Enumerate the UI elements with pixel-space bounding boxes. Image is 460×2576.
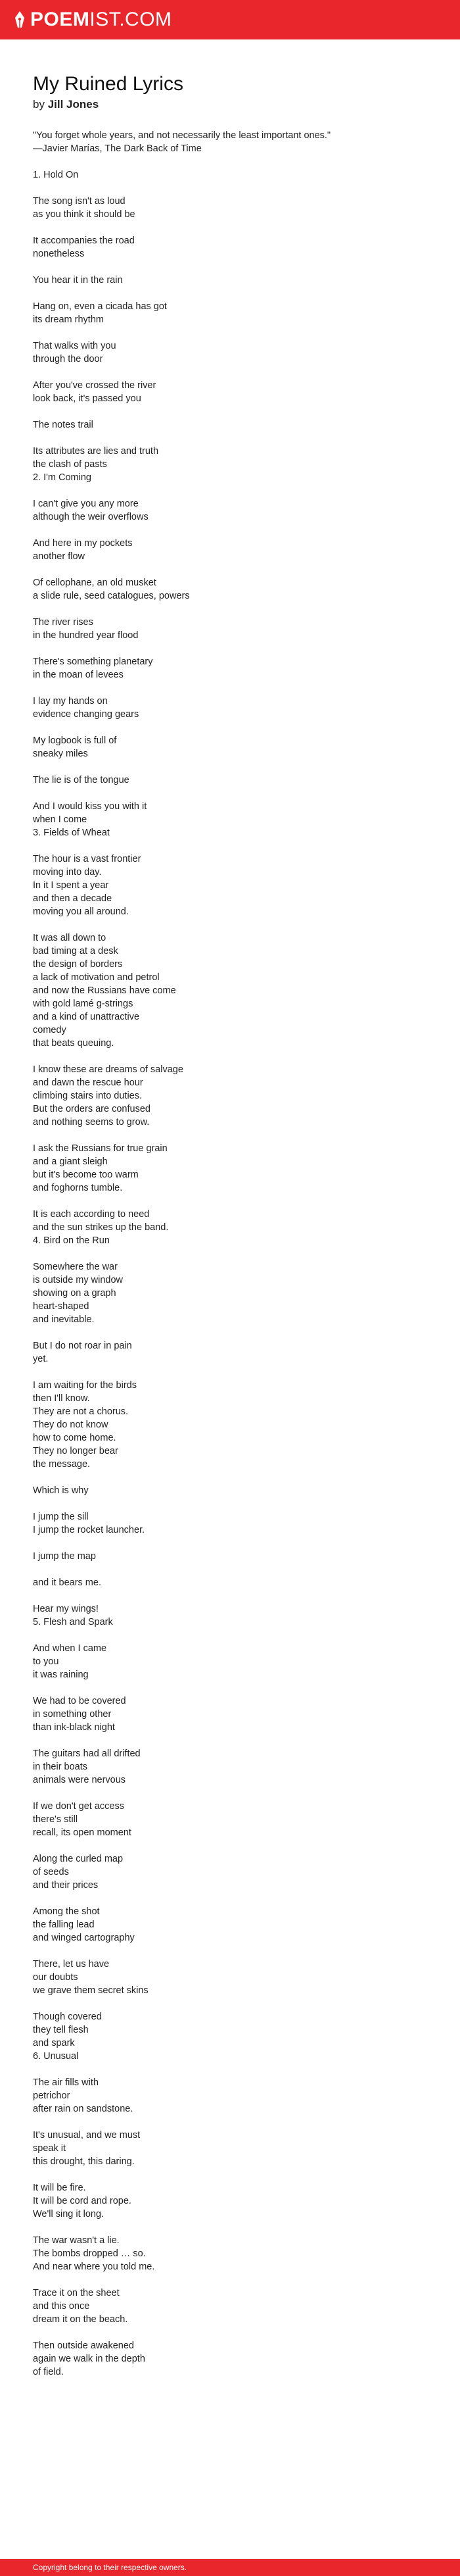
poem-line: of field. <box>33 2367 64 2377</box>
poem-line: Hang on, even a cicada has got <box>33 301 167 312</box>
poem-line: to you <box>33 1656 59 1667</box>
poem-stanza <box>33 1260 427 1326</box>
poem-line: Somewhere the war <box>33 1262 118 1272</box>
poem-line: But the orders are confused <box>33 1104 150 1114</box>
poem-stanza <box>33 1852 427 1892</box>
copyright-text: Copyright belong to their respective owners. <box>33 2563 187 2572</box>
poem-line: We had to be covered <box>33 1696 126 1706</box>
poem-stanza <box>33 300 427 326</box>
poem-stanza <box>33 497 427 524</box>
poem-line: My logbook is full of <box>33 735 117 746</box>
poem-line: The notes trail <box>33 420 93 430</box>
poem-line: bad timing at a desk <box>33 946 118 956</box>
poem-line: animals were nervous <box>33 1775 126 1785</box>
poem-stanza <box>33 1339 427 1366</box>
poem-stanza <box>33 2010 427 2063</box>
poem-line: our doubts <box>33 1972 78 1983</box>
poem-line: it was raining <box>33 1670 89 1680</box>
poem-stanza <box>33 537 427 563</box>
poem-line: but it's become too warm <box>33 1170 139 1180</box>
poem-stanza <box>33 576 427 603</box>
poem-line: how to come home. <box>33 1433 116 1443</box>
poem-line: and spark <box>33 2038 75 2048</box>
poem-line: 2. I'm Coming <box>33 472 91 483</box>
poem-stanza <box>33 1208 427 1247</box>
poem-line: and a giant sleigh <box>33 1156 108 1167</box>
poem-line: yet. <box>33 1354 49 1364</box>
poem-line: The guitars had all drifted <box>33 1748 141 1759</box>
poem-line: recall, its open moment <box>33 1827 131 1838</box>
poem-line: that beats queuing. <box>33 1038 114 1049</box>
poem-line: and dawn the rescue hour <box>33 1077 143 1088</box>
poem-stanza <box>33 695 427 721</box>
poem-stanza <box>33 774 427 787</box>
poem-stanza <box>33 2339 427 2379</box>
poem-stanza <box>33 168 427 182</box>
poem-stanza <box>33 655 427 681</box>
poem-stanza <box>33 1576 427 1589</box>
logo-text-light: IST.COM <box>89 9 172 30</box>
poem-line: is outside my window <box>33 1275 123 1285</box>
poem-line: Which is why <box>33 1485 89 1496</box>
poem-line: Its attributes are lies and truth <box>33 446 159 457</box>
poem-line: After you've crossed the river <box>33 380 156 391</box>
poem-line: and their prices <box>33 1880 99 1891</box>
poem-line: climbing stairs into duties. <box>33 1091 143 1101</box>
poem-line: although the weir overflows <box>33 512 149 522</box>
poem-line: we grave them secret skins <box>33 1985 149 1996</box>
poem-line: Trace it on the sheet <box>33 2288 120 2298</box>
poem-line: with gold lamé g-strings <box>33 999 133 1009</box>
poem-line: But I do not roar in pain <box>33 1341 132 1351</box>
poem-line: of seeds <box>33 1867 69 1877</box>
poem-line: another flow <box>33 551 85 562</box>
poem-line: The war wasn't a lie. <box>33 2235 120 2246</box>
site-header <box>0 0 460 39</box>
poem-line: in the hundred year flood <box>33 630 139 641</box>
poem-line: I jump the sill <box>33 1512 89 1522</box>
poem-line: through the door <box>33 354 103 364</box>
poem-line: evidence changing gears <box>33 709 139 720</box>
poem-line: moving you all around. <box>33 906 129 917</box>
poem-line: The song isn't as loud <box>33 196 126 207</box>
poem-stanza <box>33 445 427 484</box>
poem-line: 1. Hold On <box>33 170 79 180</box>
poem-line: showing on a graph <box>33 1288 116 1299</box>
poem-line: 3. Fields of Wheat <box>33 828 110 838</box>
poem-stanza <box>33 195 427 221</box>
poem-line: then I'll know. <box>33 1393 90 1404</box>
poem-line: And here in my pockets <box>33 538 133 549</box>
pen-nib-icon <box>13 10 26 30</box>
poem-line: And when I came <box>33 1643 107 1654</box>
site-footer <box>0 2559 460 2576</box>
poem-stanza <box>33 1642 427 1681</box>
poem-stanza <box>33 1142 427 1195</box>
poem-stanza <box>33 1510 427 1537</box>
poem-stanza <box>33 853 427 918</box>
poem-line: the falling lead <box>33 1920 95 1930</box>
poem-line: They are not a chorus. <box>33 1406 129 1417</box>
poem-line: and now the Russians have come <box>33 985 176 996</box>
poem-line: Of cellophane, an old musket <box>33 578 156 588</box>
poem-stanza <box>33 274 427 287</box>
poem-stanza <box>33 379 427 405</box>
poem-line: The bombs dropped … so. <box>33 2248 146 2259</box>
poem-line: I can't give you any more <box>33 499 139 509</box>
poem-line: its dream rhythm <box>33 314 104 325</box>
poem-line: We'll sing it long. <box>33 2209 104 2219</box>
poem-line: the clash of pasts <box>33 459 107 470</box>
poem-line: 4. Bird on the Run <box>33 1235 110 1246</box>
poem-stanza <box>33 2129 427 2168</box>
poem-line: Though covered <box>33 2012 102 2022</box>
poem-line: in their boats <box>33 1762 88 1772</box>
poem-line: There, let us have <box>33 1959 110 1969</box>
poem-line: It's unusual, and we must <box>33 2130 141 2141</box>
poem-line: and foghorns tumble. <box>33 1183 123 1193</box>
byline-prefix: by <box>33 98 45 111</box>
poem-line: and the sun strikes up the band. <box>33 1222 169 1233</box>
poem-line: this drought, this daring. <box>33 2156 135 2167</box>
poem-line: The lie is of the tongue <box>33 775 129 785</box>
poem-line: In it I spent a year <box>33 880 109 891</box>
poem-stanza <box>33 734 427 760</box>
poem-stanza <box>33 1379 427 1471</box>
poem-line: Then outside awakened <box>33 2341 134 2351</box>
poem-body <box>33 129 427 2379</box>
poem-line: and it bears me. <box>33 1577 101 1588</box>
poem-stanza <box>33 1695 427 1734</box>
poem-stanza <box>33 1747 427 1787</box>
poem-line: Hear my wings! <box>33 1604 99 1614</box>
poem-line: look back, it's passed you <box>33 393 141 404</box>
poem-line: in something other <box>33 1709 112 1720</box>
poem-line: They no longer bear <box>33 1446 118 1456</box>
poem-line: I am waiting for the birds <box>33 1380 137 1391</box>
poem-stanza <box>33 339 427 366</box>
poem-stanza <box>33 1800 427 1839</box>
poem-line: a slide rule, seed catalogues, powers <box>33 591 190 601</box>
poem-line: in the moan of levees <box>33 670 124 680</box>
poem-stanza <box>33 1958 427 1997</box>
poem-line: "You forget whole years, and not necessarily the least important ones." <box>33 130 331 141</box>
poem-line: and then a decade <box>33 893 112 904</box>
poem-line: and winged cartography <box>33 1933 135 1943</box>
poem-line: It is each according to need <box>33 1209 150 1220</box>
poem-line: The river rises <box>33 617 93 628</box>
poem-line: I ask the Russians for true grain <box>33 1143 168 1154</box>
poem-line: the design of borders <box>33 959 123 970</box>
poem-stanza <box>33 234 427 260</box>
poem-line: moving into day. <box>33 867 102 878</box>
poem-line: again we walk in the depth <box>33 2354 145 2364</box>
poem-line: —Javier Marías, The Dark Back of Time <box>33 143 202 154</box>
logo-text-strong: POEM <box>30 9 90 30</box>
poem-line: dream it on the beach. <box>33 2314 128 2325</box>
poem-stanza <box>33 1602 427 1629</box>
poem-line: I jump the map <box>33 1551 96 1562</box>
poem-line: when I come <box>33 814 87 825</box>
poem-line: It will be cord and rope. <box>33 2196 131 2206</box>
poem-stanza <box>33 2076 427 2116</box>
poem-line: nonetheless <box>33 249 85 259</box>
poem-line: 5. Flesh and Spark <box>33 1617 113 1627</box>
poem-line: The air fills with <box>33 2077 99 2088</box>
poem-line: You hear it in the rain <box>33 275 123 285</box>
poem-stanza <box>33 1550 427 1563</box>
poem-line: heart-shaped <box>33 1301 89 1312</box>
site-logo[interactable] <box>13 9 172 30</box>
poem-line: If we don't get access <box>33 1801 124 1812</box>
poem-line: and a kind of unattractive <box>33 1012 140 1022</box>
poem-stanza <box>33 2287 427 2326</box>
poem-line: as you think it should be <box>33 209 135 220</box>
poem-line: petrichor <box>33 2091 70 2101</box>
poem-line: That walks with you <box>33 341 116 351</box>
poem-stanza <box>33 616 427 642</box>
poem-stanza <box>33 418 427 432</box>
poem-line: and this once <box>33 2301 90 2312</box>
poem-line: I lay my hands on <box>33 696 108 706</box>
poem-title: My Ruined Lyrics <box>33 73 183 95</box>
poem-line: a lack of motivation and petrol <box>33 972 160 983</box>
poem-stanza <box>33 2181 427 2221</box>
author-link[interactable]: Jill Jones <box>47 98 99 111</box>
poem-stanza <box>33 129 427 155</box>
poem-stanza <box>33 800 427 839</box>
poem-line: 6. Unusual <box>33 2051 79 2062</box>
poem-line: And I would kiss you with it <box>33 801 147 812</box>
poem-line: And near where you told me. <box>33 2262 155 2272</box>
poem-line: Among the shot <box>33 1906 100 1917</box>
byline <box>33 97 427 112</box>
poem-line: than ink-black night <box>33 1722 115 1733</box>
poem-line: after rain on sandstone. <box>33 2104 133 2114</box>
poem-line: sneaky miles <box>33 749 88 759</box>
poem-content <box>33 72 427 2392</box>
poem-stanza <box>33 1063 427 1129</box>
poem-line: speak it <box>33 2143 66 2154</box>
poem-line: It will be fire. <box>33 2183 86 2193</box>
poem-line: the message. <box>33 1459 91 1470</box>
poem-line: The hour is a vast frontier <box>33 854 141 864</box>
poem-line: I jump the rocket launcher. <box>33 1525 145 1535</box>
poem-line: and nothing seems to grow. <box>33 1117 150 1127</box>
poem-line: there's still <box>33 1814 78 1825</box>
poem-line: They do not know <box>33 1420 108 1430</box>
poem-line: and inevitable. <box>33 1314 95 1325</box>
poem-line: I know these are dreams of salvage <box>33 1064 183 1075</box>
poem-line: There's something planetary <box>33 656 153 667</box>
poem-line: comedy <box>33 1025 66 1035</box>
poem-stanza <box>33 931 427 1050</box>
poem-line: they tell flesh <box>33 2025 89 2035</box>
poem-stanza <box>33 2234 427 2273</box>
poem-stanza <box>33 1484 427 1497</box>
poem-line: It was all down to <box>33 933 106 943</box>
poem-line: It accompanies the road <box>33 235 135 246</box>
poem-stanza <box>33 1905 427 1944</box>
poem-line: Along the curled map <box>33 1854 124 1864</box>
